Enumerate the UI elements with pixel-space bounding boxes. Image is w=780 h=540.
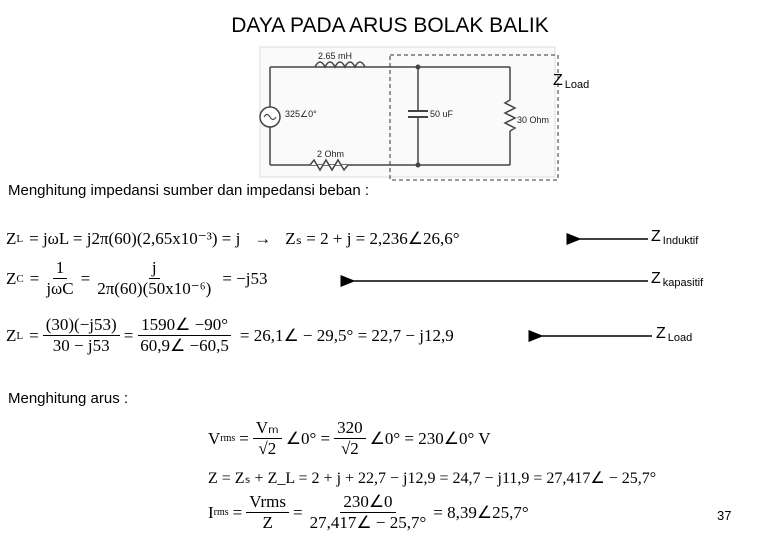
label-z-inductive: Z $_{Induktif}$ bbox=[651, 228, 699, 247]
z-load-top-label: Z $_{Load}$ bbox=[553, 72, 590, 91]
equation-capacitive: Z C = $\frac{1}{\text{jωC}}$ = $\frac{j}{\text{2π(60)(50x10⁻⁶)}}$ = −j53 bbox=[6, 258, 268, 298]
equation-vrms: V rms = $\frac{\text{Vₘ}}{√2}$ ∠0° = $\frac{320}{√2}$ ∠0° = 230∠0° V bbox=[208, 418, 491, 458]
page-title: DAYA PADA ARUS BOLAK BALIK bbox=[231, 14, 549, 37]
equation-irms: I rms = $\frac{\text{Vrms}}{Z}$ = $\frac{230\angle 0}{27,417\angle - 25,7^\circ}$ = 8,39∠25,7° bbox=[208, 492, 529, 532]
page-number: 37 bbox=[717, 508, 732, 523]
label-z-capacitive: Z $_{kapasitif}$ bbox=[651, 270, 704, 289]
section-current-heading: Menghitung arus : bbox=[8, 390, 129, 407]
label-z-load: Z $_{Load}$ bbox=[656, 325, 693, 344]
inductor-label: 2.65 mH bbox=[318, 51, 353, 61]
capacitor-label: 50 uF bbox=[430, 109, 454, 119]
equation-z-total: Z = Zₛ + Z_L = 2 + j + 22,7 − j12,9 = 24,7 − j11,9 = 27,417∠ − 25,7° bbox=[208, 470, 657, 487]
source-label: 325∠0° bbox=[285, 109, 317, 119]
resistor-left-label: 2 Ohm bbox=[317, 149, 345, 159]
equation-inductive: Z L = jωL = j2π(60)(2,65x10⁻³) = j → Zₛ = 2 + j = 2,236∠26,6° bbox=[6, 229, 460, 248]
resistor-right-label: 30 Ohm bbox=[517, 115, 550, 125]
equation-load: Z L = $\frac{(30)(-j53)}{30 - j53}$ = $\frac{1590\angle -90^\circ}{60,9\angle -60,5}$ = 26,1∠ − 29,5° = 22,7 − j12,9 bbox=[6, 315, 454, 355]
section-impedance-heading: Menghitung impedansi sumber dan impedansi beban : bbox=[8, 182, 370, 199]
